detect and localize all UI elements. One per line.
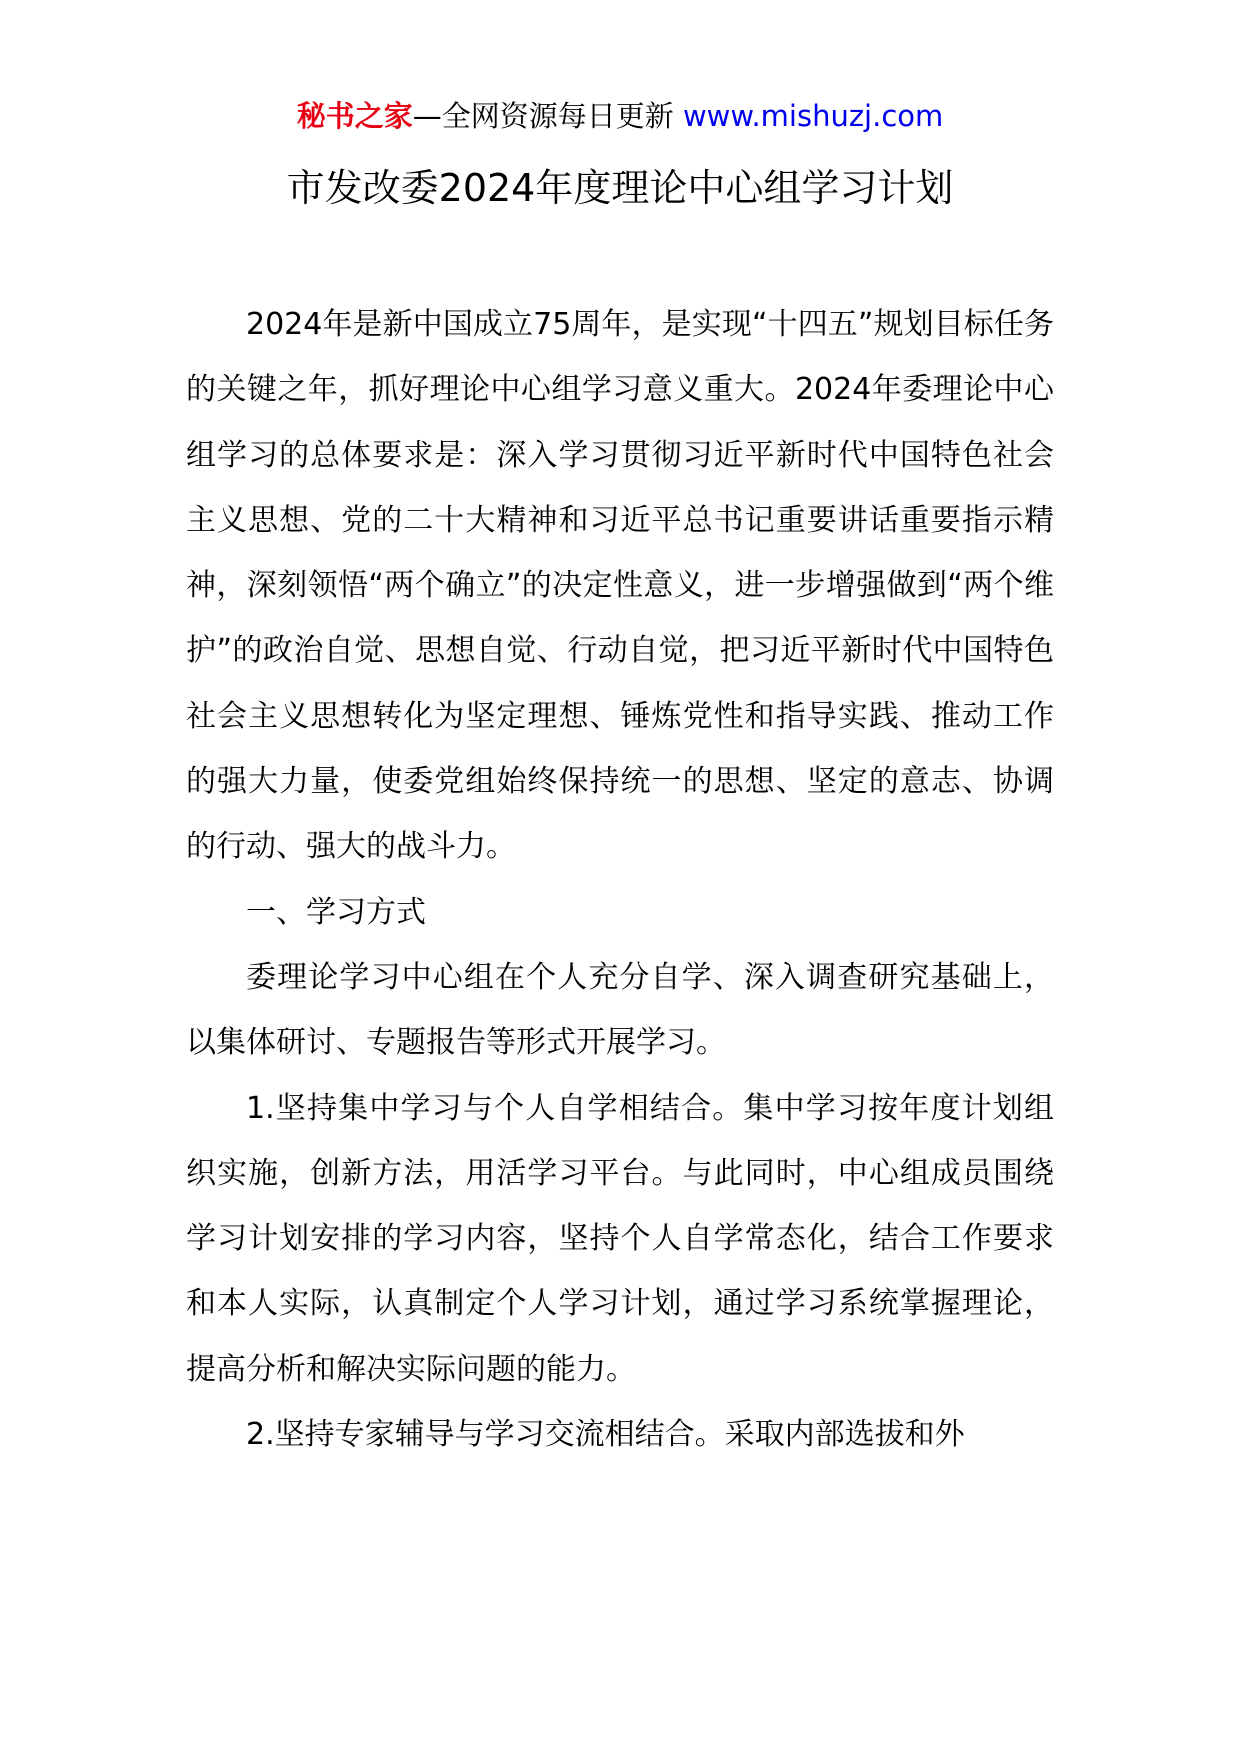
section-heading-learning-methods: 一、学习方式 — [246, 894, 426, 930]
watermark-header — [0, 96, 1240, 136]
body-paragraph: 2.坚持专家辅导与学习交流相结合。采取内部选拔和外 — [246, 1417, 965, 1453]
intro-paragraph: 2024年是新中国成立75周年，是实现“十四五”规划目标任务的关键之年，抓好理论中心组学习意义重大。2024年委理论中心组学习的总体要求是：深入学习贯彻习近平新时代中国特色社会主义思想、党的二十大精神和习近平总书记重要讲话重要指示精神，深刻领悟“两个确立”的决定性意义，进一步增强做到“两个维护”的政治自觉、思想自觉、行动自觉，把习近平新时代中国特色社会主义思想转化为坚定理想、锤炼党性和指导实践、推动工作的强大力量，使委党组始终保持统一的思想、坚定的意志、协调的行动、强大的战斗力。 — [186, 307, 1054, 865]
site-url-link[interactable]: www.mishuzj.com — [682, 99, 944, 133]
body-paragraph: 1.坚持集中学习与个人自学相结合。集中学习按年度计划组织实施，创新方法，用活学习平台。与此同时，中心组成员围绕学习计划安排的学习内容，坚持个人自学常态化，结合工作要求和本人实际，认真制定个人学习计划，通过学习系统掌握理论，提高分析和解决实际问题的能力。 — [186, 1090, 1054, 1387]
body-paragraph: 委理论学习中心组在个人充分自学、深入调查研究基础上，以集体研讨、专题报告等形式开展学习。 — [186, 959, 1054, 1061]
document-title: 市发改委2024年度理论中心组学习计划 — [286, 166, 954, 210]
header-slogan: —全网资源每日更新 — [412, 99, 683, 133]
brand-name: 秘书之家 — [296, 99, 413, 133]
document-body — [186, 292, 1054, 1467]
